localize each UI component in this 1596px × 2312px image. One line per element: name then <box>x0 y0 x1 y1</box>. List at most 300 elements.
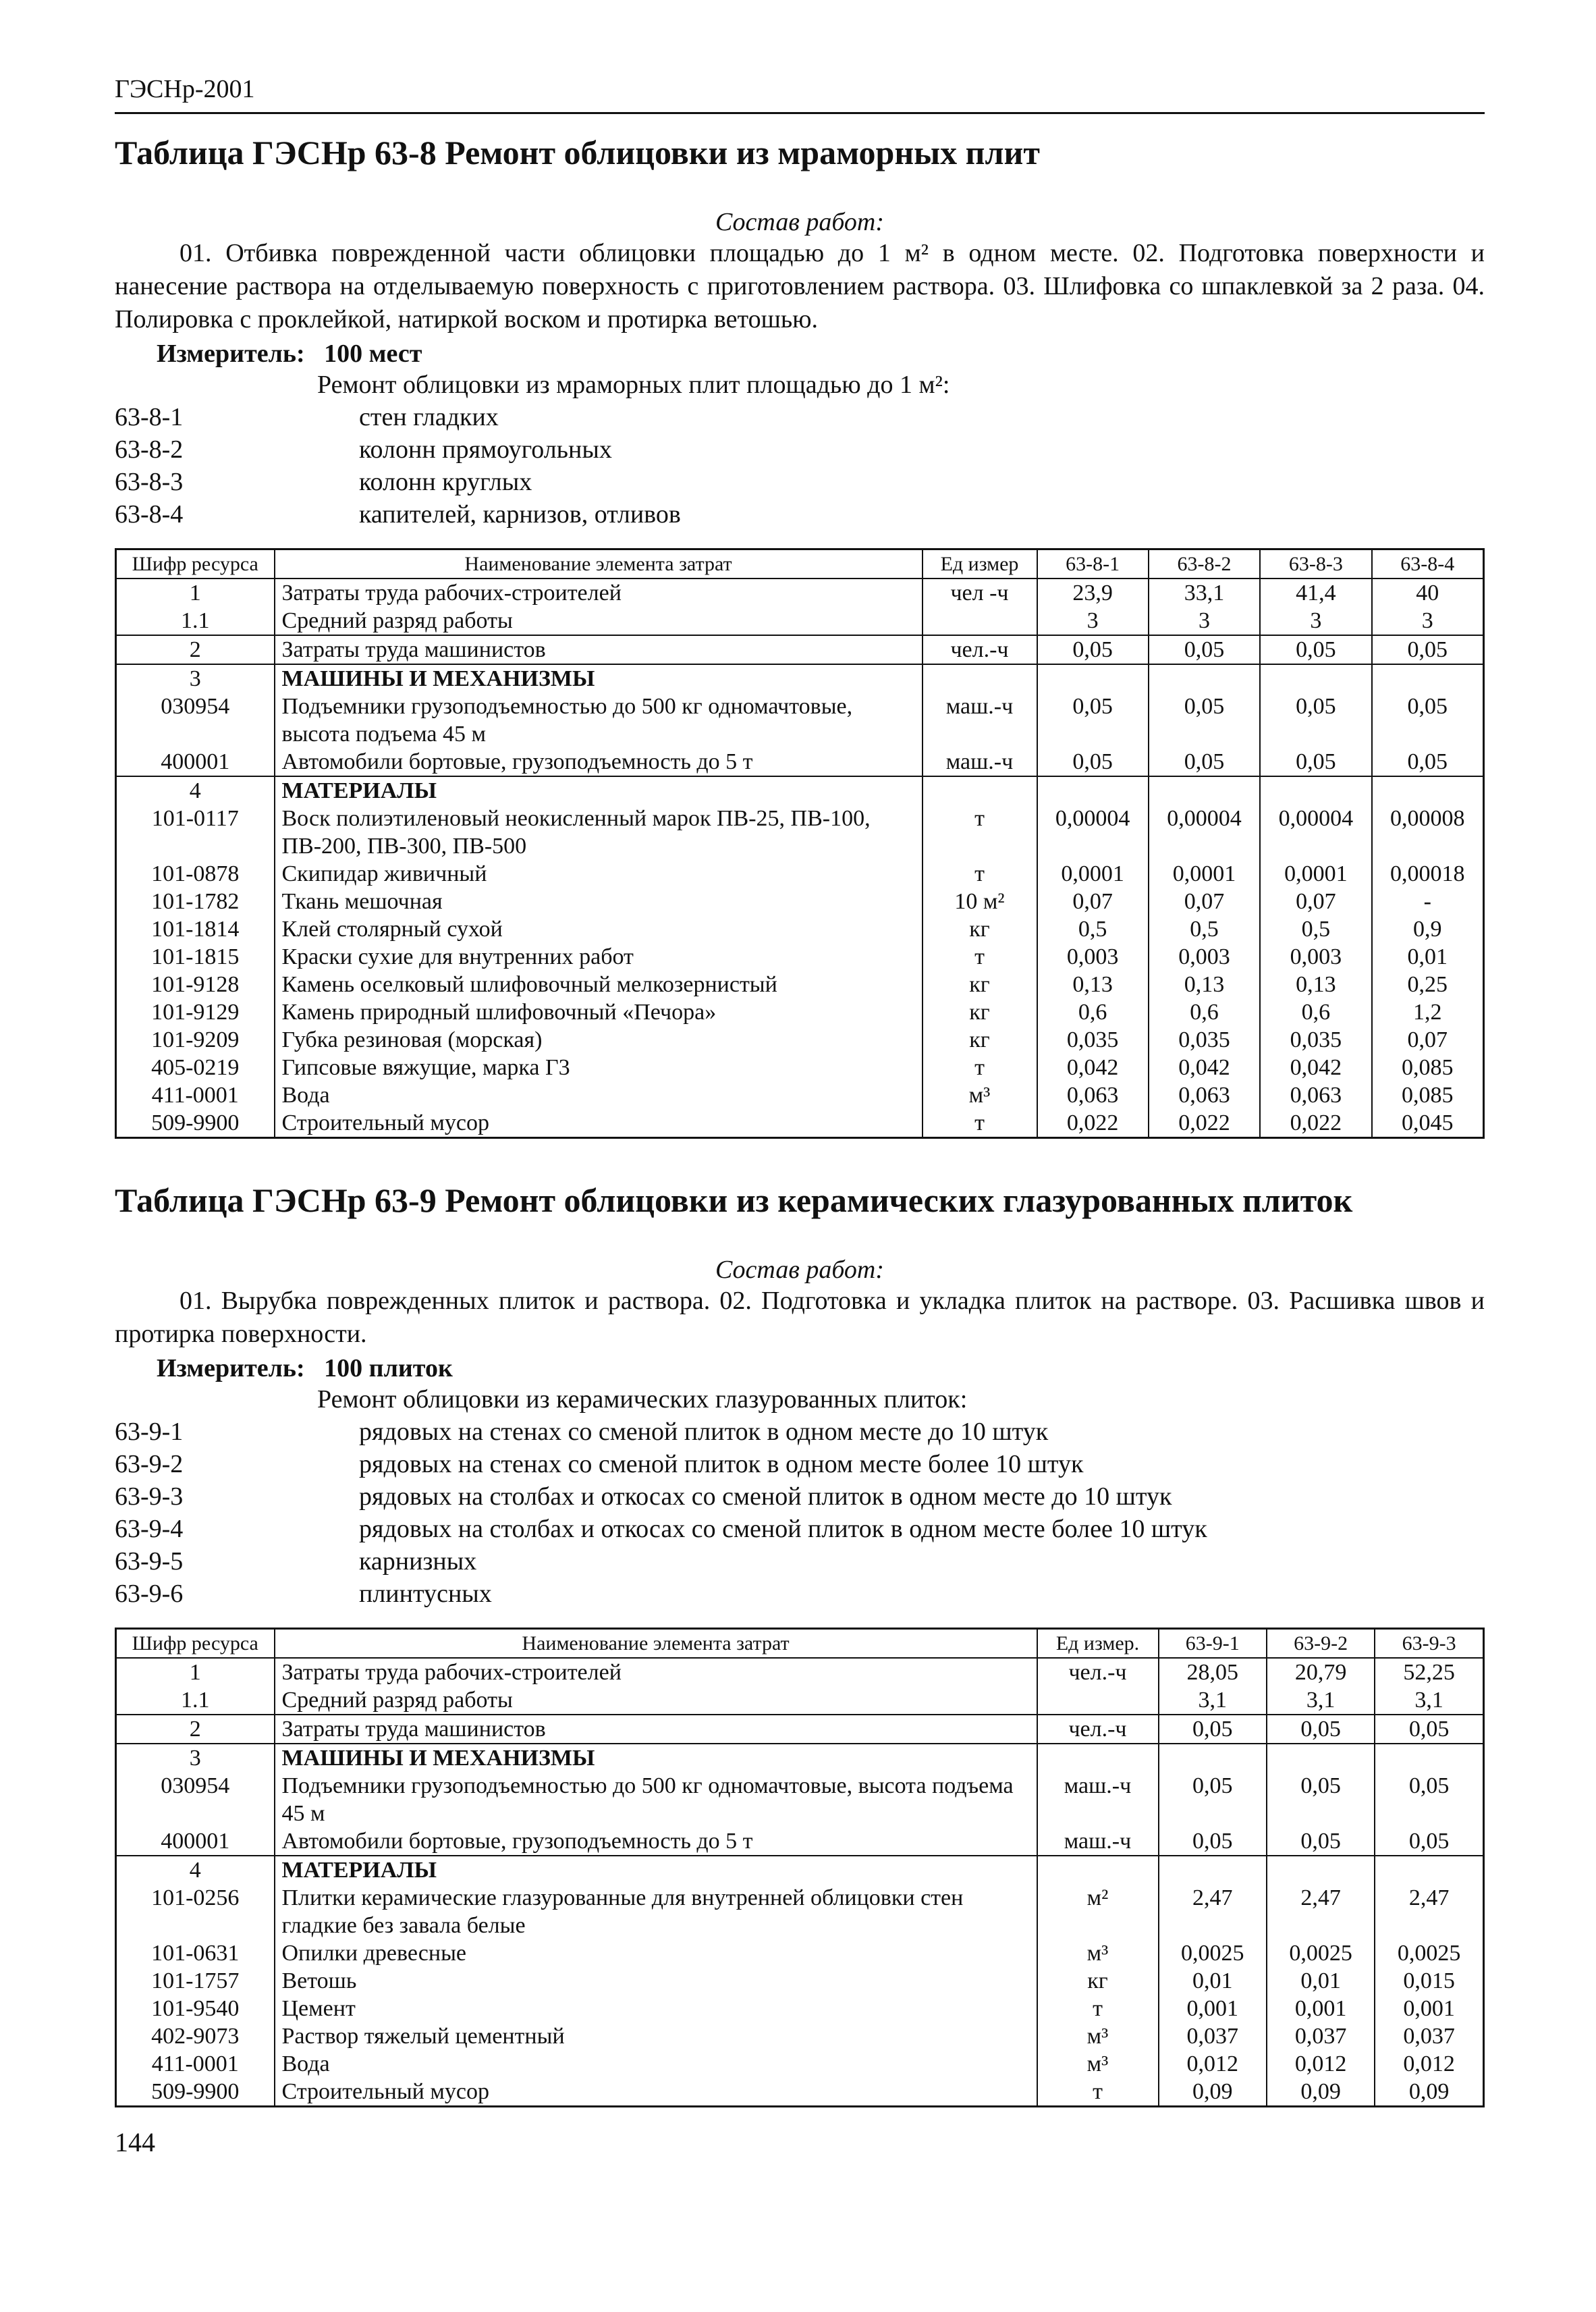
cost-element-name: Подъемники грузоподъемностью до 500 кг одномачтовые, высота подъема 45 м <box>275 1772 1037 1827</box>
cost-element-name: Вода <box>275 2050 1037 2078</box>
variant-name: рядовых на стенах со сменой плиток в одном месте до 10 штук <box>359 1418 1049 1446</box>
table-row <box>116 1772 1484 1827</box>
table-row <box>116 1026 1484 1054</box>
resource-code: 101-1782 <box>116 888 275 915</box>
cost-element-name: Цемент <box>275 1995 1037 2022</box>
norm-value: 0,13 <box>1260 971 1371 998</box>
variant-name: стен гладких <box>359 403 499 431</box>
table-row <box>116 693 1484 748</box>
norm-value: 0,09 <box>1267 2078 1375 2107</box>
column-header: Шифр ресурса <box>116 1629 275 1659</box>
norm-value: 0,9 <box>1372 915 1484 943</box>
resource-code: 1.1 <box>116 607 275 635</box>
cost-element-name: Затраты труда рабочих-строителей <box>275 1658 1037 1686</box>
resource-code: 509-9900 <box>116 2078 275 2107</box>
variant-row <box>115 1416 1485 1448</box>
column-header: Шифр ресурса <box>116 549 275 579</box>
variant-row <box>115 401 1485 433</box>
norm-value: 20,79 <box>1267 1658 1375 1686</box>
norm-value: 33,1 <box>1149 579 1260 607</box>
variant-code: 63-9-6 <box>115 1580 184 1608</box>
cost-element-name: Подъемники грузоподъемностью до 500 кг одномачтовые, высота подъема 45 м <box>275 693 923 748</box>
table-row <box>116 1081 1484 1109</box>
resource-code: 101-9128 <box>116 971 275 998</box>
resource-code: 101-0631 <box>116 1939 275 1967</box>
norm-value: 0,07 <box>1372 1026 1484 1054</box>
norm-value <box>1037 664 1149 693</box>
table-row <box>116 1995 1484 2022</box>
resource-code: 101-1757 <box>116 1967 275 1995</box>
norm-value <box>1149 776 1260 805</box>
resource-code: 1 <box>116 1658 275 1686</box>
unit: т <box>923 805 1037 860</box>
unit: маш.-ч <box>1037 1827 1159 1856</box>
cost-element-name: Автомобили бортовые, грузоподъемность до 5 т <box>275 748 923 776</box>
norm-value: 0,5 <box>1037 915 1149 943</box>
unit: м² <box>1037 1884 1159 1939</box>
norm-value: 0,05 <box>1372 748 1484 776</box>
norm-value: 0,0025 <box>1267 1939 1375 1967</box>
norm-value: 0,6 <box>1260 998 1371 1026</box>
norm-value: 3,1 <box>1267 1686 1375 1715</box>
norm-value: 0,05 <box>1267 1715 1375 1744</box>
column-header: 63-8-1 <box>1037 549 1149 579</box>
variant-code: 63-9-4 <box>115 1515 184 1543</box>
table-row <box>116 1967 1484 1995</box>
norm-value: 0,022 <box>1260 1109 1371 1138</box>
norm-value: 0,0025 <box>1159 1939 1267 1967</box>
variant-name: капителей, карнизов, отливов <box>359 500 681 529</box>
table1-sostav-label: Состав работ: <box>715 208 885 236</box>
resource-code: 2 <box>116 1715 275 1744</box>
resource-code: 402-9073 <box>116 2022 275 2050</box>
variants-intro: Ремонт облицовки из керамических глазурованных плиток: <box>317 1385 968 1414</box>
cost-element-name: Автомобили бортовые, грузоподъемность до 5 т <box>275 1827 1037 1856</box>
table-row <box>116 888 1484 915</box>
unit <box>923 607 1037 635</box>
norm-value <box>1260 664 1371 693</box>
norm-value: 0,003 <box>1037 943 1149 971</box>
norm-value <box>1159 1744 1267 1772</box>
norm-value: 0,5 <box>1149 915 1260 943</box>
table-row <box>116 1744 1484 1772</box>
resource-code: 509-9900 <box>116 1109 275 1138</box>
izmeritel-value: 100 мест <box>324 340 422 368</box>
norm-value: 0,05 <box>1037 635 1149 664</box>
column-header: 63-8-3 <box>1260 549 1371 579</box>
table2-title: Таблица ГЭСНр 63-9 Ремонт облицовки из керамических глазурованных плиток <box>115 1181 1353 1219</box>
norm-value: 0,085 <box>1372 1054 1484 1081</box>
norm-value: 0,001 <box>1159 1995 1267 2022</box>
unit: т <box>923 860 1037 888</box>
unit: маш.-ч <box>1037 1772 1159 1827</box>
table-row <box>116 1658 1484 1686</box>
norm-value: 0,0001 <box>1037 860 1149 888</box>
unit: м³ <box>1037 2022 1159 2050</box>
resource-code: 101-0117 <box>116 805 275 860</box>
izmeritel-label: Измеритель: <box>157 340 305 368</box>
norm-value: 0,05 <box>1375 1715 1483 1744</box>
column-header: 63-9-2 <box>1267 1629 1375 1659</box>
table1-title: Таблица ГЭСНр 63-8 Ремонт облицовки из мраморных плит <box>115 134 1040 171</box>
table-row <box>116 2078 1484 2107</box>
norm-value: 0,05 <box>1159 1827 1267 1856</box>
table-row <box>116 748 1484 776</box>
unit: кг <box>1037 1967 1159 1995</box>
cost-element-name: Губка резиновая (морская) <box>275 1026 923 1054</box>
unit: 10 м² <box>923 888 1037 915</box>
resource-code: 1.1 <box>116 1686 275 1715</box>
resource-code: 411-0001 <box>116 1081 275 1109</box>
norm-value: 28,05 <box>1159 1658 1267 1686</box>
norm-value: 0,05 <box>1260 748 1371 776</box>
norm-value <box>1037 776 1149 805</box>
norm-value: 0,07 <box>1260 888 1371 915</box>
resource-code: 030954 <box>116 1772 275 1827</box>
norm-value: 0,085 <box>1372 1081 1484 1109</box>
resource-code: 101-0256 <box>116 1884 275 1939</box>
norm-value: 0,00008 <box>1372 805 1484 860</box>
resource-code: 030954 <box>116 693 275 748</box>
izmeritel-value: 100 плиток <box>324 1354 453 1382</box>
norm-value: 0,042 <box>1037 1054 1149 1081</box>
unit: чел.-ч <box>923 635 1037 664</box>
table2-izmeritel <box>157 1353 1485 1383</box>
resource-code: 405-0219 <box>116 1054 275 1081</box>
norm-value: 0,07 <box>1149 888 1260 915</box>
table2-sostav-text: 01. Вырубка поврежденных плиток и раствора. 02. Подготовка и укладка плиток на растворе. 03. Расшивка швов и протирка поверхности. <box>115 1287 1485 1348</box>
cost-element-name: Средний разряд работы <box>275 607 923 635</box>
norm-value: 0,063 <box>1149 1081 1260 1109</box>
unit <box>1037 1744 1159 1772</box>
norm-value <box>1267 1856 1375 1884</box>
unit: кг <box>923 1026 1037 1054</box>
norm-value: 0,07 <box>1037 888 1149 915</box>
column-header: Наименование элемента затрат <box>275 549 923 579</box>
norm-value <box>1375 1744 1483 1772</box>
table2-norms <box>115 1628 1485 2107</box>
norm-value: 40 <box>1372 579 1484 607</box>
resource-code: 101-9540 <box>116 1995 275 2022</box>
unit: м³ <box>1037 2050 1159 2078</box>
norm-value: 0,09 <box>1375 2078 1483 2107</box>
norm-value: 52,25 <box>1375 1658 1483 1686</box>
norm-value: 2,47 <box>1267 1884 1375 1939</box>
norm-value <box>1372 664 1484 693</box>
unit: чел -ч <box>923 579 1037 607</box>
norm-value: 2,47 <box>1375 1884 1483 1939</box>
variant-row <box>115 466 1485 498</box>
izmeritel-label: Измеритель: <box>157 1354 305 1382</box>
norm-value: 41,4 <box>1260 579 1371 607</box>
variant-name: колонн прямоугольных <box>359 435 612 464</box>
resource-code: 3 <box>116 664 275 693</box>
cost-element-name: МАШИНЫ И МЕХАНИЗМЫ <box>275 1744 1037 1772</box>
norm-value: 0,00004 <box>1260 805 1371 860</box>
cost-element-name: Строительный мусор <box>275 2078 1037 2107</box>
unit: чел.-ч <box>1037 1658 1159 1686</box>
norm-value: 0,037 <box>1159 2022 1267 2050</box>
norm-value: 0,05 <box>1267 1827 1375 1856</box>
column-header: 63-9-3 <box>1375 1629 1483 1659</box>
norm-value: 0,13 <box>1149 971 1260 998</box>
table-row <box>116 860 1484 888</box>
norm-value: 0,05 <box>1159 1715 1267 1744</box>
table-row <box>116 971 1484 998</box>
norm-value: 3 <box>1260 607 1371 635</box>
norm-value: 0,035 <box>1149 1026 1260 1054</box>
cost-element-name: Плитки керамические глазурованные для внутренней облицовки стен гладкие без завала белые <box>275 1884 1037 1939</box>
column-header: Ед измер <box>923 549 1037 579</box>
variant-name: рядовых на столбах и откосах со сменой плиток в одном месте более 10 штук <box>359 1515 1207 1543</box>
norm-value: 0,25 <box>1372 971 1484 998</box>
table-row <box>116 943 1484 971</box>
norm-value: 0,00004 <box>1037 805 1149 860</box>
resource-code: 1 <box>116 579 275 607</box>
norm-value: 0,05 <box>1149 693 1260 748</box>
norm-value: 0,05 <box>1375 1827 1483 1856</box>
cost-element-name: МАТЕРИАЛЫ <box>275 1856 1037 1884</box>
variant-code: 63-8-1 <box>115 403 184 431</box>
norm-value: 0,012 <box>1375 2050 1483 2078</box>
norm-value: 0,5 <box>1260 915 1371 943</box>
norm-value: 3 <box>1372 607 1484 635</box>
unit: маш.-ч <box>923 693 1037 748</box>
resource-code: 2 <box>116 635 275 664</box>
resource-code: 101-1814 <box>116 915 275 943</box>
table-row <box>116 1939 1484 1967</box>
norm-value: 0,01 <box>1159 1967 1267 1995</box>
unit: м³ <box>1037 1939 1159 1967</box>
norm-value: 0,00004 <box>1149 805 1260 860</box>
variant-row <box>115 1545 1485 1578</box>
cost-element-name: Гипсовые вяжущие, марка Г3 <box>275 1054 923 1081</box>
cost-element-name: Краски сухие для внутренних работ <box>275 943 923 971</box>
cost-element-name: Затраты труда рабочих-строителей <box>275 579 923 607</box>
variant-row <box>115 1448 1485 1480</box>
table-row <box>116 607 1484 635</box>
unit: кг <box>923 998 1037 1026</box>
unit: т <box>923 1109 1037 1138</box>
column-header: 63-8-4 <box>1372 549 1484 579</box>
table-row <box>116 805 1484 860</box>
unit: маш.-ч <box>923 748 1037 776</box>
table-row <box>116 1686 1484 1715</box>
cost-element-name: Камень природный шлифовочный «Печора» <box>275 998 923 1026</box>
resource-code: 400001 <box>116 748 275 776</box>
norm-value: 0,13 <box>1037 971 1149 998</box>
table1-variants <box>115 369 1485 531</box>
resource-code: 101-0878 <box>116 860 275 888</box>
cost-element-name: Клей столярный сухой <box>275 915 923 943</box>
table-row <box>116 2050 1484 2078</box>
variant-code: 63-9-3 <box>115 1482 184 1511</box>
norm-value: 0,035 <box>1260 1026 1371 1054</box>
norm-value: 0,003 <box>1149 943 1260 971</box>
column-header: Наименование элемента затрат <box>275 1629 1037 1659</box>
norm-value: 1,2 <box>1372 998 1484 1026</box>
resource-code: 3 <box>116 1744 275 1772</box>
variant-code: 63-9-1 <box>115 1418 184 1446</box>
resource-code: 101-9209 <box>116 1026 275 1054</box>
variant-name: плинтусных <box>359 1580 492 1608</box>
unit: т <box>1037 1995 1159 2022</box>
norm-value: 0,05 <box>1372 693 1484 748</box>
norm-value: 0,05 <box>1037 748 1149 776</box>
norm-value: 0,012 <box>1159 2050 1267 2078</box>
norm-value: 0,015 <box>1375 1967 1483 1995</box>
unit: т <box>923 943 1037 971</box>
resource-code: 101-1815 <box>116 943 275 971</box>
norm-value <box>1372 776 1484 805</box>
norm-value: 0,042 <box>1149 1054 1260 1081</box>
cost-element-name: Опилки древесные <box>275 1939 1037 1967</box>
table2-variants <box>115 1383 1485 1610</box>
norm-value: 0,063 <box>1260 1081 1371 1109</box>
cost-element-name: Ветошь <box>275 1967 1037 1995</box>
variant-code: 63-9-5 <box>115 1547 184 1576</box>
variant-name: рядовых на стенах со сменой плиток в одном месте более 10 штук <box>359 1450 1084 1478</box>
unit <box>1037 1686 1159 1715</box>
unit: кг <box>923 971 1037 998</box>
cost-element-name: Раствор тяжелый цементный <box>275 2022 1037 2050</box>
cost-element-name: Строительный мусор <box>275 1109 923 1138</box>
norm-value: 0,05 <box>1159 1772 1267 1827</box>
table-row <box>116 2022 1484 2050</box>
norm-value <box>1149 664 1260 693</box>
unit <box>923 776 1037 805</box>
norm-value <box>1375 1856 1483 1884</box>
column-header: 63-9-1 <box>1159 1629 1267 1659</box>
table-row <box>116 1856 1484 1884</box>
resource-code: 4 <box>116 776 275 805</box>
resource-code: 411-0001 <box>116 2050 275 2078</box>
table-row <box>116 1054 1484 1081</box>
norm-value: 3,1 <box>1375 1686 1483 1715</box>
norm-value: 0,05 <box>1372 635 1484 664</box>
norm-value: 0,00018 <box>1372 860 1484 888</box>
unit <box>1037 1856 1159 1884</box>
norm-value: 0,045 <box>1372 1109 1484 1138</box>
column-header: Ед измер. <box>1037 1629 1159 1659</box>
norm-value <box>1260 776 1371 805</box>
unit <box>923 664 1037 693</box>
variant-name: рядовых на столбах и откосах со сменой плиток в одном месте до 10 штук <box>359 1482 1172 1511</box>
variant-row <box>115 1578 1485 1610</box>
norm-value: 0,012 <box>1267 2050 1375 2078</box>
norm-value: 3,1 <box>1159 1686 1267 1715</box>
table2-sostav-label: Состав работ: <box>715 1256 885 1284</box>
norm-value: 0,01 <box>1372 943 1484 971</box>
unit: т <box>1037 2078 1159 2107</box>
norm-value: 3 <box>1149 607 1260 635</box>
unit: м³ <box>923 1081 1037 1109</box>
variant-code: 63-8-2 <box>115 435 184 464</box>
variant-row <box>115 498 1485 531</box>
table-row <box>116 915 1484 943</box>
norm-value: 0,037 <box>1267 2022 1375 2050</box>
document-page <box>115 74 1485 2107</box>
norm-value: 0,0025 <box>1375 1939 1483 1967</box>
cost-element-name: Вода <box>275 1081 923 1109</box>
variant-row <box>115 433 1485 466</box>
norm-value <box>1267 1744 1375 1772</box>
norm-value: 0,042 <box>1260 1054 1371 1081</box>
table-row <box>116 1884 1484 1939</box>
norm-value: 0,001 <box>1267 1995 1375 2022</box>
cost-element-name: Затраты труда машинистов <box>275 635 923 664</box>
unit: кг <box>923 915 1037 943</box>
cost-element-name: Ткань мешочная <box>275 888 923 915</box>
table-row <box>116 635 1484 664</box>
table1-norms <box>115 548 1485 1139</box>
norm-value: 23,9 <box>1037 579 1149 607</box>
table-row <box>116 776 1484 805</box>
cost-element-name: Воск полиэтиленовый неокисленный марок ПВ-25, ПВ-100, ПВ-200, ПВ-300, ПВ-500 <box>275 805 923 860</box>
resource-code: 400001 <box>116 1827 275 1856</box>
table-row <box>116 664 1484 693</box>
resource-code: 4 <box>116 1856 275 1884</box>
unit: т <box>923 1054 1037 1081</box>
cost-element-name: Средний разряд работы <box>275 1686 1037 1715</box>
variant-code: 63-8-4 <box>115 500 184 529</box>
table-row <box>116 579 1484 607</box>
norm-value: 0,05 <box>1149 635 1260 664</box>
cost-element-name: Скипидар живичный <box>275 860 923 888</box>
cost-element-name: Камень оселковый шлифовочный мелкозернистый <box>275 971 923 998</box>
norm-value: 0,05 <box>1037 693 1149 748</box>
unit: чел.-ч <box>1037 1715 1159 1744</box>
norm-value: 0,6 <box>1037 998 1149 1026</box>
norm-value: - <box>1372 888 1484 915</box>
variant-name: карнизных <box>359 1547 477 1576</box>
resource-code: 101-9129 <box>116 998 275 1026</box>
norm-value: 0,05 <box>1260 635 1371 664</box>
table-row <box>116 998 1484 1026</box>
norm-value: 0,6 <box>1149 998 1260 1026</box>
norm-value: 0,022 <box>1149 1109 1260 1138</box>
norm-value <box>1159 1856 1267 1884</box>
variant-code: 63-9-2 <box>115 1450 184 1478</box>
cost-element-name: Затраты труда машинистов <box>275 1715 1037 1744</box>
norm-value: 0,05 <box>1267 1772 1375 1827</box>
norm-value: 0,09 <box>1159 2078 1267 2107</box>
norm-value: 0,05 <box>1149 748 1260 776</box>
norm-value: 0,063 <box>1037 1081 1149 1109</box>
table-row <box>116 1109 1484 1138</box>
variant-row <box>115 1513 1485 1545</box>
norm-value: 0,05 <box>1375 1772 1483 1827</box>
table1-izmeritel <box>157 339 1485 369</box>
variants-intro: Ремонт облицовки из мраморных плит площадью до 1 м²: <box>317 371 950 399</box>
cost-element-name: МАШИНЫ И МЕХАНИЗМЫ <box>275 664 923 693</box>
variant-code: 63-8-3 <box>115 468 184 496</box>
variant-name: колонн круглых <box>359 468 532 496</box>
column-header: 63-8-2 <box>1149 549 1260 579</box>
table1-sostav-text: 01. Отбивка поврежденной части облицовки площадью до 1 м² в одном месте. 02. Подготовка поверхности и нанесение раствора на отделываемую поверхность с приготовлением раствора. 03. Шлифовка со шпаклевкой за 2 раза. 04. Полировка с проклейкой, натиркой воском и протирка ветошью. <box>115 239 1485 333</box>
norm-value: 0,0001 <box>1149 860 1260 888</box>
page-number: 144 <box>115 2127 155 2157</box>
norm-value: 0,05 <box>1260 693 1371 748</box>
variant-row <box>115 1480 1485 1513</box>
table-row <box>116 1827 1484 1856</box>
norm-value: 0,0001 <box>1260 860 1371 888</box>
table-row <box>116 1715 1484 1744</box>
norm-value: 0,035 <box>1037 1026 1149 1054</box>
norm-value: 0,003 <box>1260 943 1371 971</box>
norm-value: 0,037 <box>1375 2022 1483 2050</box>
cost-element-name: МАТЕРИАЛЫ <box>275 776 923 805</box>
